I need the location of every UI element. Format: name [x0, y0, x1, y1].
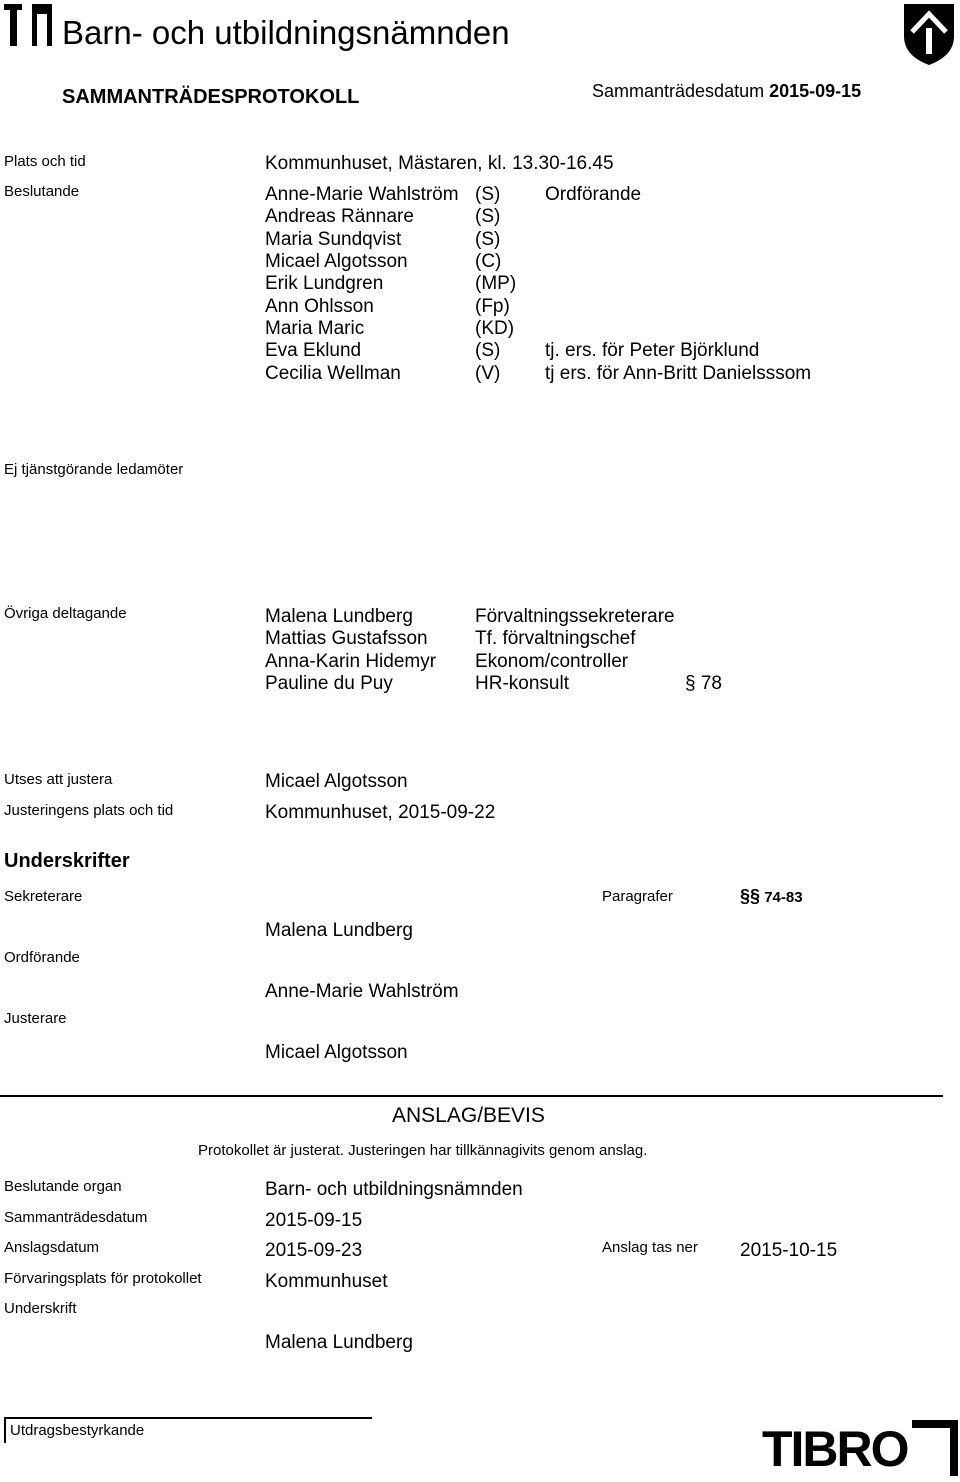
paragraphs-label: Paragrafer	[602, 888, 673, 905]
page-title: Barn- och utbildningsnämnden	[62, 14, 510, 51]
deciding-member-note: tj ers. för Ann-Britt Danielsssom	[545, 363, 812, 384]
notice-meeting-date-value: 2015-09-15	[265, 1210, 363, 1231]
deciding-member-name: Anne-Marie Wahlström	[265, 184, 459, 205]
coat-of-arms-icon	[902, 2, 956, 66]
place-label: Plats och tid	[4, 153, 86, 170]
deciding-label: Beslutande	[4, 183, 80, 200]
paragraphs-symbol: §§	[740, 886, 761, 906]
adjust-place-label: Justeringens plats och tid	[4, 802, 174, 819]
deciding-member-name: Maria Sundqvist	[265, 229, 402, 250]
paragraphs-range: 74-83	[764, 889, 803, 906]
extract-label: Utdragsbestyrkande	[10, 1422, 145, 1439]
adjuster-signature-label: Justerare	[4, 1010, 67, 1027]
deciding-member-party: (S)	[475, 184, 501, 205]
deciding-member-party: (Fp)	[475, 296, 510, 317]
adjuster-signature-name: Micael Algotsson	[265, 1042, 408, 1063]
meeting-date-value: 2015-09-15	[769, 81, 862, 101]
deciding-member-party: (KD)	[475, 318, 515, 339]
participant-paragraph	[685, 673, 722, 695]
participant-name: Malena Lundberg	[265, 606, 413, 627]
deciding-member-name: Micael Algotsson	[265, 251, 408, 272]
deciding-member-name: Cecilia Wellman	[265, 363, 401, 384]
participant-role: HR-konsult	[475, 673, 569, 694]
section-divider	[0, 1095, 943, 1097]
document-type: SAMMANTRÄDESPROTOKOLL	[62, 86, 360, 108]
deciding-member-party: (S)	[475, 340, 501, 361]
signatures-heading: Underskrifter	[4, 850, 130, 872]
deciding-member-party: (MP)	[475, 273, 517, 294]
extract-box-left	[4, 1417, 6, 1443]
paragraph-number: 78	[700, 673, 722, 694]
signature-label: Underskrift	[4, 1300, 77, 1317]
deciding-member-note: tj. ers. för Peter Björklund	[545, 340, 760, 361]
chair-label: Ordförande	[4, 949, 80, 966]
deciding-member-party: (S)	[475, 206, 501, 227]
removal-date-value: 2015-10-15	[740, 1240, 838, 1261]
brand-corner-icon	[912, 1420, 958, 1476]
storage-label: Förvaringsplats för protokollet	[4, 1270, 202, 1287]
non-serving-label: Ej tjänstgörande ledamöter	[4, 461, 184, 478]
participant-role: Tf. förvaltningschef	[475, 628, 636, 649]
deciding-member-party: (C)	[475, 251, 502, 272]
paragraphs-value	[740, 886, 803, 907]
meeting-date-header	[592, 81, 861, 102]
participant-name: Pauline du Puy	[265, 673, 393, 694]
deciding-member-name: Ann Ohlsson	[265, 296, 374, 317]
adjust-place-value: Kommunhuset, 2015-09-22	[265, 802, 496, 823]
meeting-date-label: Sammanträdesdatum	[592, 81, 765, 101]
organ-value: Barn- och utbildningsnämnden	[265, 1179, 523, 1200]
notice-heading: ANSLAG/BEVIS	[392, 1104, 545, 1127]
storage-value: Kommunhuset	[265, 1271, 388, 1292]
deciding-member-name: Maria Maric	[265, 318, 365, 339]
deciding-member-party: (V)	[475, 363, 501, 384]
municipality-mark-icon	[4, 4, 52, 46]
deciding-member-name: Andreas Rännare	[265, 206, 414, 227]
signature-name: Malena Lundberg	[265, 1332, 413, 1353]
participant-role: Förvaltningssekreterare	[475, 606, 675, 627]
participant-name: Mattias Gustafsson	[265, 628, 428, 649]
posting-date-label: Anslagsdatum	[4, 1239, 100, 1256]
deciding-member-note: Ordförande	[545, 184, 642, 205]
participant-role: Ekonom/controller	[475, 651, 629, 672]
posting-date-value: 2015-09-23	[265, 1240, 363, 1261]
brand-logo	[762, 1421, 908, 1477]
brand-text: TIBRO	[762, 1421, 908, 1477]
others-label: Övriga deltagande	[4, 605, 127, 622]
deciding-member-party: (S)	[475, 229, 501, 250]
deciding-member-name: Eva Eklund	[265, 340, 362, 361]
notice-meeting-date-label: Sammanträdesdatum	[4, 1209, 148, 1226]
participant-name: Anna-Karin Hidemyr	[265, 651, 437, 672]
adjuster-label: Utses att justera	[4, 771, 113, 788]
notice-statement: Protokollet är justerat. Justeringen har tillkännagivits genom anslag.	[198, 1142, 648, 1159]
chair-name: Anne-Marie Wahlström	[265, 981, 459, 1002]
adjuster-value: Micael Algotsson	[265, 771, 408, 792]
extract-box-top	[4, 1417, 372, 1419]
paragraph-symbol: §	[685, 673, 696, 694]
place-value: Kommunhuset, Mästaren, kl. 13.30-16.45	[265, 153, 614, 174]
organ-label: Beslutande organ	[4, 1178, 122, 1195]
secretary-label: Sekreterare	[4, 888, 83, 905]
removal-date-label: Anslag tas ner	[602, 1239, 698, 1256]
deciding-member-name: Erik Lundgren	[265, 273, 384, 294]
secretary-name: Malena Lundberg	[265, 920, 413, 941]
